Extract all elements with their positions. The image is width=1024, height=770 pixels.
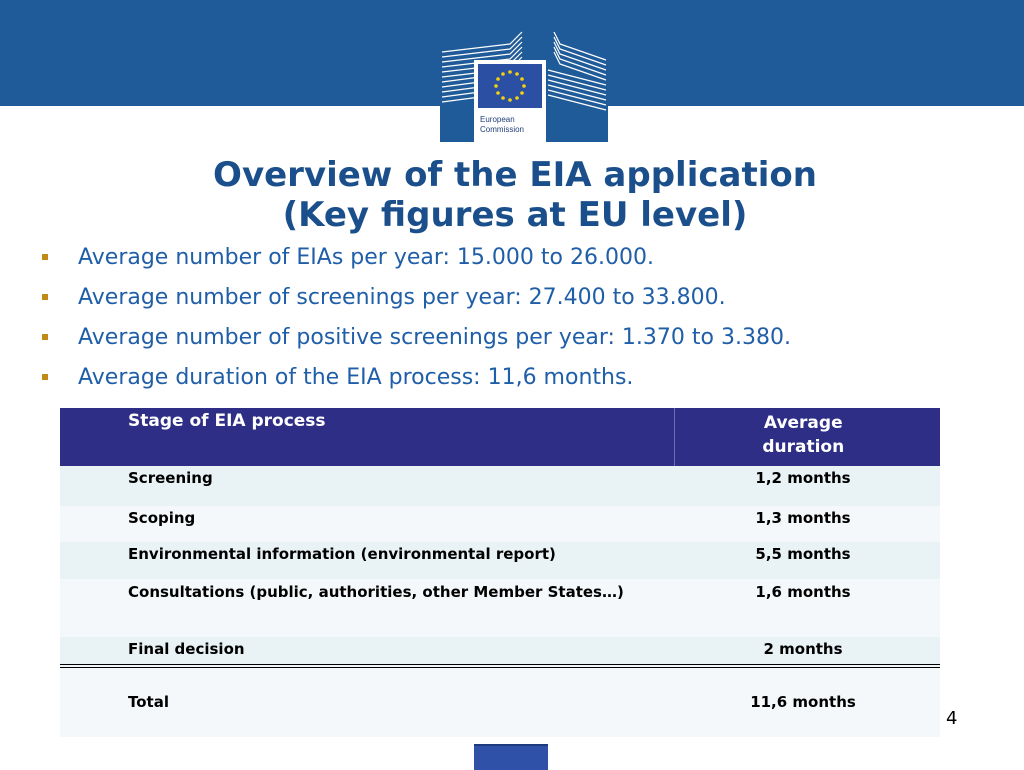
page-title: Overview of the EIA application xyxy=(213,155,817,195)
duration-cell: 1,3 months xyxy=(674,506,940,542)
duration-cell: 5,5 months xyxy=(674,542,940,579)
list-item xyxy=(38,360,791,400)
column-header-stage: Stage of EIA process xyxy=(60,408,674,466)
duration-cell: 1,6 months xyxy=(674,579,940,637)
logo-text-commission: Commission xyxy=(480,125,525,134)
table-total-row xyxy=(60,666,940,737)
table-header-row xyxy=(60,408,940,466)
list-item xyxy=(38,240,791,280)
page-number: 4 xyxy=(946,708,958,729)
eia-duration-table xyxy=(60,408,940,737)
bullet-text: Average number of positive screenings per year: 1.370 to 3.380. xyxy=(78,325,791,350)
table-row xyxy=(60,579,940,637)
table-row xyxy=(60,637,940,666)
stage-cell: Final decision xyxy=(60,637,674,666)
duration-cell: 2 months xyxy=(674,637,940,666)
column-header-duration xyxy=(674,408,940,466)
bullet-text: Average duration of the EIA process: 11,6 months. xyxy=(78,365,634,390)
total-duration: 11,6 months xyxy=(674,666,940,737)
stage-cell: Environmental information (environmental report) xyxy=(60,542,674,579)
table-row xyxy=(60,506,940,542)
duration-header-line2: duration xyxy=(762,437,845,457)
page-subtitle: (Key figures at EU level) xyxy=(282,195,748,235)
bullet-square-icon xyxy=(42,294,48,300)
european-commission-logo xyxy=(440,30,608,142)
bullet-square-icon xyxy=(42,334,48,340)
bullet-square-icon xyxy=(42,374,48,380)
duration-header-line1: Average xyxy=(763,413,843,433)
stage-cell: Scoping xyxy=(60,506,674,542)
bullet-text: Average number of screenings per year: 27.400 to 33.800. xyxy=(78,285,726,310)
bullet-square-icon xyxy=(42,254,48,260)
stage-cell: Screening xyxy=(60,466,674,506)
table-row xyxy=(60,542,940,579)
stage-cell: Consultations (public, authorities, other Member States…) xyxy=(60,579,674,637)
key-figures-list xyxy=(38,240,791,400)
duration-cell: 1,2 months xyxy=(674,466,940,506)
bullet-text: Average number of EIAs per year: 15.000 to 26.000. xyxy=(78,245,654,270)
list-item xyxy=(38,280,791,320)
logo-text-european: European xyxy=(480,115,515,124)
table-row xyxy=(60,466,940,506)
footer-flag xyxy=(474,744,548,770)
list-item xyxy=(38,320,791,360)
total-label: Total xyxy=(60,666,674,737)
